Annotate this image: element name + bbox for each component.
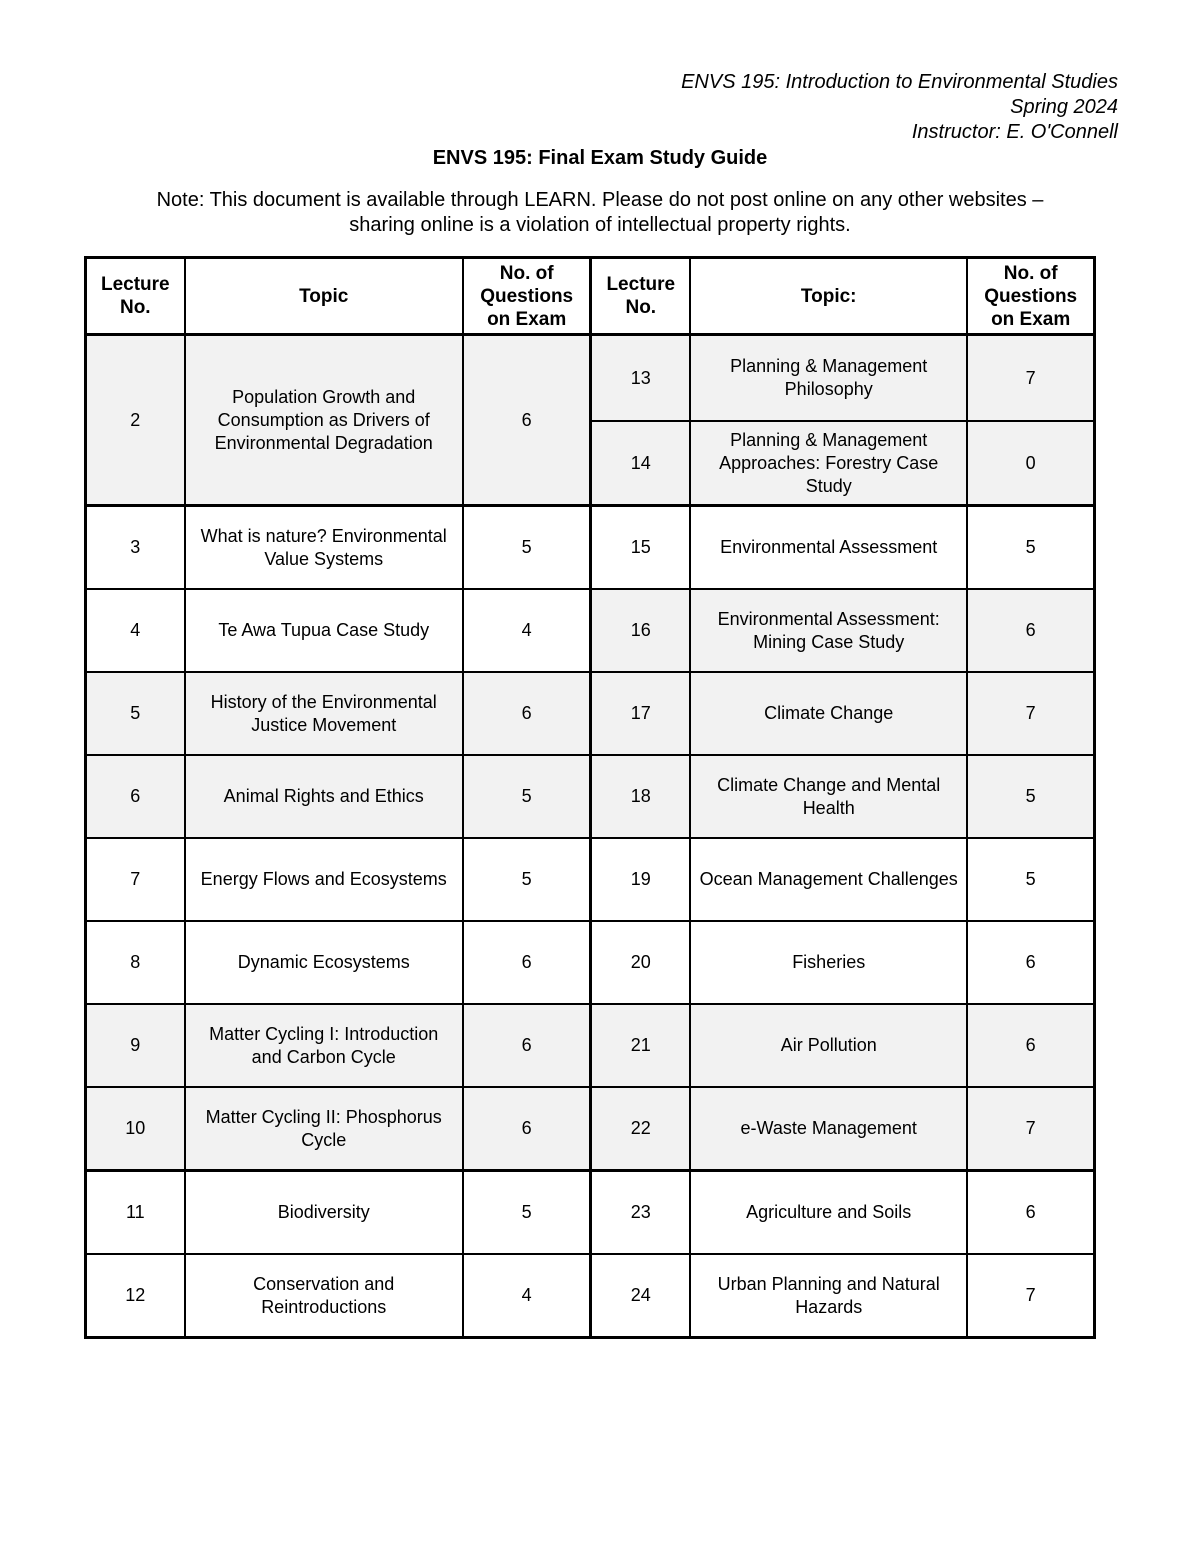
table-row <box>86 589 1095 672</box>
instructor: Instructor: E. O'Connell <box>911 121 1118 143</box>
lecture-no-cell: 4 <box>86 589 185 672</box>
header-lecture-no: Lecture No. <box>86 258 185 335</box>
lecture-no-cell: 17 <box>591 672 690 755</box>
lecture-no-cell: 15 <box>591 506 690 590</box>
lecture-no-cell: 21 <box>591 1004 690 1087</box>
lecture-no-cell: 10 <box>86 1087 185 1171</box>
questions-cell: 6 <box>463 672 591 755</box>
questions-cell: 6 <box>967 1004 1094 1087</box>
table-row <box>86 335 1095 422</box>
questions-cell: 6 <box>967 1171 1094 1255</box>
lecture-no-cell: 7 <box>86 838 185 921</box>
table-header-row <box>86 258 1095 335</box>
topic-cell: Biodiversity <box>185 1171 463 1255</box>
lecture-no-cell: 13 <box>591 335 690 422</box>
topic-cell: Matter Cycling II: Phosphorus Cycle <box>185 1087 463 1171</box>
table-row <box>86 506 1095 590</box>
lecture-no-cell: 19 <box>591 838 690 921</box>
table-row <box>86 921 1095 1004</box>
questions-cell: 7 <box>967 335 1094 422</box>
questions-cell: 6 <box>463 1087 591 1171</box>
lecture-no-cell: 14 <box>591 421 690 506</box>
table-row <box>86 755 1095 838</box>
header-questions: No. of Questions on Exam <box>463 258 591 335</box>
topic-cell: Ocean Management Challenges <box>690 838 967 921</box>
table-row <box>86 1171 1095 1255</box>
questions-cell: 5 <box>463 755 591 838</box>
questions-cell: 4 <box>463 589 591 672</box>
topic-cell: Agriculture and Soils <box>690 1171 967 1255</box>
lecture-no-cell: 6 <box>86 755 185 838</box>
topic-cell: Planning & Management Approaches: Forestry Case Study <box>690 421 967 506</box>
questions-cell: 6 <box>967 921 1094 1004</box>
header-lecture-no: Lecture No. <box>591 258 690 335</box>
topic-cell: Urban Planning and Natural Hazards <box>690 1254 967 1338</box>
topic-cell: Climate Change <box>690 672 967 755</box>
lecture-no-cell: 24 <box>591 1254 690 1338</box>
topic-cell: History of the Environmental Justice Movement <box>185 672 463 755</box>
questions-cell: 6 <box>967 589 1094 672</box>
lecture-no-cell: 5 <box>86 672 185 755</box>
term: Spring 2024 <box>1010 96 1118 118</box>
questions-cell: 5 <box>967 755 1094 838</box>
topic-cell: Matter Cycling I: Introduction and Carbon Cycle <box>185 1004 463 1087</box>
topic-cell: Planning & Management Philosophy <box>690 335 967 422</box>
questions-cell: 6 <box>463 1004 591 1087</box>
topic-cell: Environmental Assessment <box>690 506 967 590</box>
questions-cell: 5 <box>463 1171 591 1255</box>
topic-cell: Energy Flows and Ecosystems <box>185 838 463 921</box>
lecture-no-cell: 9 <box>86 1004 185 1087</box>
header-questions: No. of Questions on Exam <box>967 258 1094 335</box>
topic-cell: Air Pollution <box>690 1004 967 1087</box>
course-line: ENVS 195: Introduction to Environmental Studies <box>681 71 1118 93</box>
document-header <box>681 70 1118 145</box>
note <box>100 188 1100 238</box>
topic-cell: e-Waste Management <box>690 1087 967 1171</box>
questions-cell: 5 <box>463 838 591 921</box>
lecture-no-cell: 11 <box>86 1171 185 1255</box>
questions-cell: 6 <box>463 335 591 506</box>
header-topic: Topic: <box>690 258 967 335</box>
table-row <box>86 672 1095 755</box>
lecture-no-cell: 12 <box>86 1254 185 1338</box>
note-line-2: sharing online is a violation of intellectual property rights. <box>349 214 851 236</box>
questions-cell: 5 <box>967 506 1094 590</box>
topic-cell: Animal Rights and Ethics <box>185 755 463 838</box>
questions-cell: 4 <box>463 1254 591 1338</box>
lecture-no-cell: 22 <box>591 1087 690 1171</box>
questions-cell: 5 <box>967 838 1094 921</box>
questions-cell: 7 <box>967 672 1094 755</box>
table-row <box>86 1254 1095 1338</box>
page-title: ENVS 195: Final Exam Study Guide <box>432 147 768 169</box>
note-line-1: Note: This document is available through LEARN. Please do not post online on any other websites – <box>156 189 1044 211</box>
topic-cell: Te Awa Tupua Case Study <box>185 589 463 672</box>
lecture-no-cell: 3 <box>86 506 185 590</box>
lecture-no-cell: 23 <box>591 1171 690 1255</box>
topic-cell: Dynamic Ecosystems <box>185 921 463 1004</box>
questions-cell: 7 <box>967 1254 1094 1338</box>
topic-cell: Population Growth and Consumption as Drivers of Environmental Degradation <box>185 335 463 506</box>
topic-cell: What is nature? Environmental Value Systems <box>185 506 463 590</box>
questions-cell: 7 <box>967 1087 1094 1171</box>
questions-cell: 0 <box>967 421 1094 506</box>
topic-cell: Climate Change and Mental Health <box>690 755 967 838</box>
lecture-no-cell: 18 <box>591 755 690 838</box>
header-topic: Topic <box>185 258 463 335</box>
topic-cell: Environmental Assessment: Mining Case Study <box>690 589 967 672</box>
table-row <box>86 1004 1095 1087</box>
lecture-no-cell: 2 <box>86 335 185 506</box>
study-guide-table <box>84 256 1096 1339</box>
table-row <box>86 838 1095 921</box>
questions-cell: 5 <box>463 506 591 590</box>
questions-cell: 6 <box>463 921 591 1004</box>
topic-cell: Conservation and Reintroductions <box>185 1254 463 1338</box>
lecture-no-cell: 16 <box>591 589 690 672</box>
lecture-no-cell: 8 <box>86 921 185 1004</box>
topic-cell: Fisheries <box>690 921 967 1004</box>
table-row <box>86 1087 1095 1171</box>
lecture-no-cell: 20 <box>591 921 690 1004</box>
